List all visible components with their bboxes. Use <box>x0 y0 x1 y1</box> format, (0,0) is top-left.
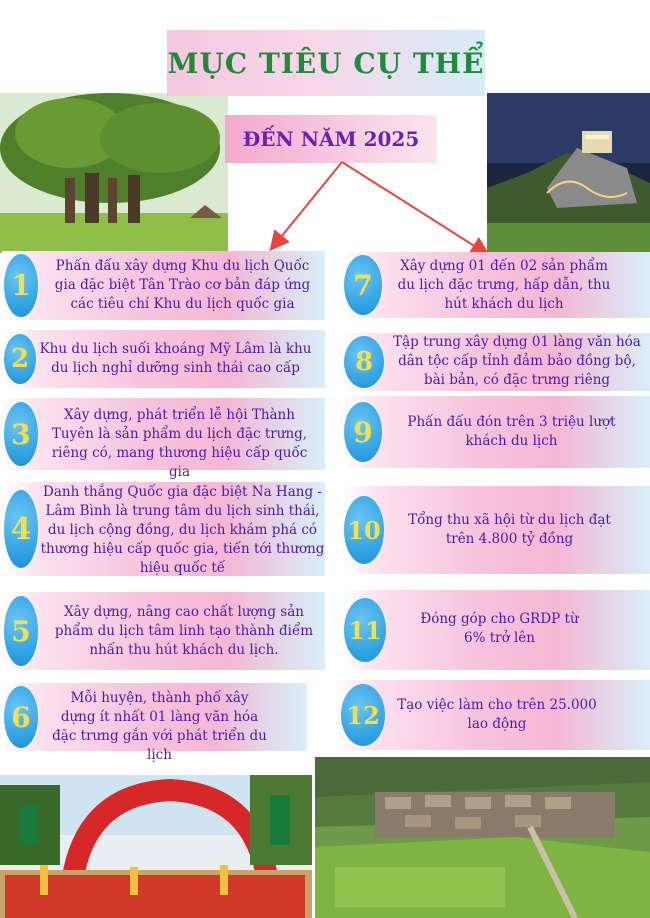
night-hillside-structure-photo <box>487 93 650 253</box>
goal-number: 9 <box>353 415 373 449</box>
goal-number-badge <box>4 596 38 666</box>
goal-number-badge <box>344 336 384 388</box>
goal-text: Mỗi huyện, thành phố xây dựng ít nhất 01 làng văn hóa đặc trưng gắn với phát triển du lịch <box>52 690 267 763</box>
goal-text: Tạo việc làm cho trên 25.000 lao động <box>397 697 597 732</box>
page-title-box <box>167 30 485 96</box>
goal-card-6 <box>2 683 307 763</box>
goal-text: Phấn đấu đón trên 3 triệu lượt khách du lịch <box>407 414 616 449</box>
arrow-right <box>342 162 487 254</box>
goal-number-badge <box>4 334 36 384</box>
goal-number: 10 <box>347 515 381 545</box>
goal-text: Danh thắng Quốc gia đặc biệt Na Hang - Lâm Bình là trung tâm du lịch sinh thái, du lịch cộng đồng, du lịch khám phá có thương hiệu cấp quốc gia, tiến tới thương hiệu quốc tế <box>40 484 325 576</box>
goal-card-1 <box>2 251 325 320</box>
festival-procession-photo <box>0 775 312 918</box>
goal-text: Đóng góp cho GRDP từ 6% trở lên <box>420 611 579 646</box>
goal-text: Tổng thu xã hội từ du lịch đạt trên 4.800 tỷ đồng <box>408 512 611 547</box>
goal-card-4 <box>2 482 325 576</box>
goal-text: Khu du lịch suối khoáng Mỹ Lâm là khu du lịch nghỉ dưỡng sinh thái cao cấp <box>39 341 312 376</box>
goal-number: 1 <box>11 269 31 302</box>
goal-card-10 <box>342 486 650 574</box>
goal-card-2 <box>2 330 325 388</box>
goal-number-badge <box>4 254 38 317</box>
goal-text: Xây dựng, nâng cao chất lượng sản phẩm du lịch tâm linh tạo thành điểm nhấn thu hút khách du lịch. <box>54 604 314 658</box>
goal-card-12 <box>337 680 650 750</box>
goal-number-badge <box>344 402 382 462</box>
goal-text: Tập trung xây dựng 01 làng văn hóa dân tộc cấp tỉnh đảm bảo đồng bộ, bài bản, có đặc trưng riêng <box>393 334 641 388</box>
page-subtitle-box <box>225 115 437 163</box>
goal-number: 8 <box>354 347 374 377</box>
goal-number: 2 <box>10 344 30 374</box>
goal-number: 12 <box>346 700 380 730</box>
goal-number: 7 <box>353 268 373 302</box>
goal-number: 11 <box>348 615 382 645</box>
goal-text: Xây dựng, phát triển lễ hội Thành Tuyên là sản phẩm du lịch đặc trưng, riêng có, mang thương hiệu cấp quốc gia <box>51 407 308 480</box>
goal-number: 5 <box>11 614 31 648</box>
goal-card-7 <box>342 252 650 318</box>
goal-number-badge <box>344 255 382 315</box>
village-rice-field-photo <box>315 757 650 918</box>
goal-number-badge <box>344 496 384 564</box>
goal-text: Phấn đấu xây dựng Khu du lịch Quốc gia đặc biệt Tân Trào cơ bản đáp ứng các tiêu chí Khu du lịch quốc gia <box>54 258 311 312</box>
page-subtitle: ĐẾN NĂM 2025 <box>242 127 420 151</box>
arrow-left <box>272 162 342 248</box>
goal-number: 6 <box>11 700 31 734</box>
goal-number-badge <box>341 684 385 746</box>
goal-number: 4 <box>10 511 32 547</box>
goal-number-badge <box>344 598 386 662</box>
goal-card-3 <box>2 398 325 480</box>
goal-text: Xây dựng 01 đến 02 sản phẩm du lịch đặc trưng, hấp dẫn, thu hút khách du lịch <box>397 258 611 312</box>
goal-number: 3 <box>11 417 31 451</box>
page-title: MỤC TIÊU CỤ THỂ <box>167 46 485 80</box>
goal-number-badge <box>4 402 38 466</box>
goal-card-11 <box>342 590 650 670</box>
goal-card-8 <box>342 333 650 391</box>
goal-card-5 <box>2 592 325 670</box>
goal-number-badge <box>4 686 38 748</box>
banyan-tree-photo <box>0 93 228 253</box>
goal-card-9 <box>342 396 650 468</box>
goal-number-badge <box>4 490 38 568</box>
